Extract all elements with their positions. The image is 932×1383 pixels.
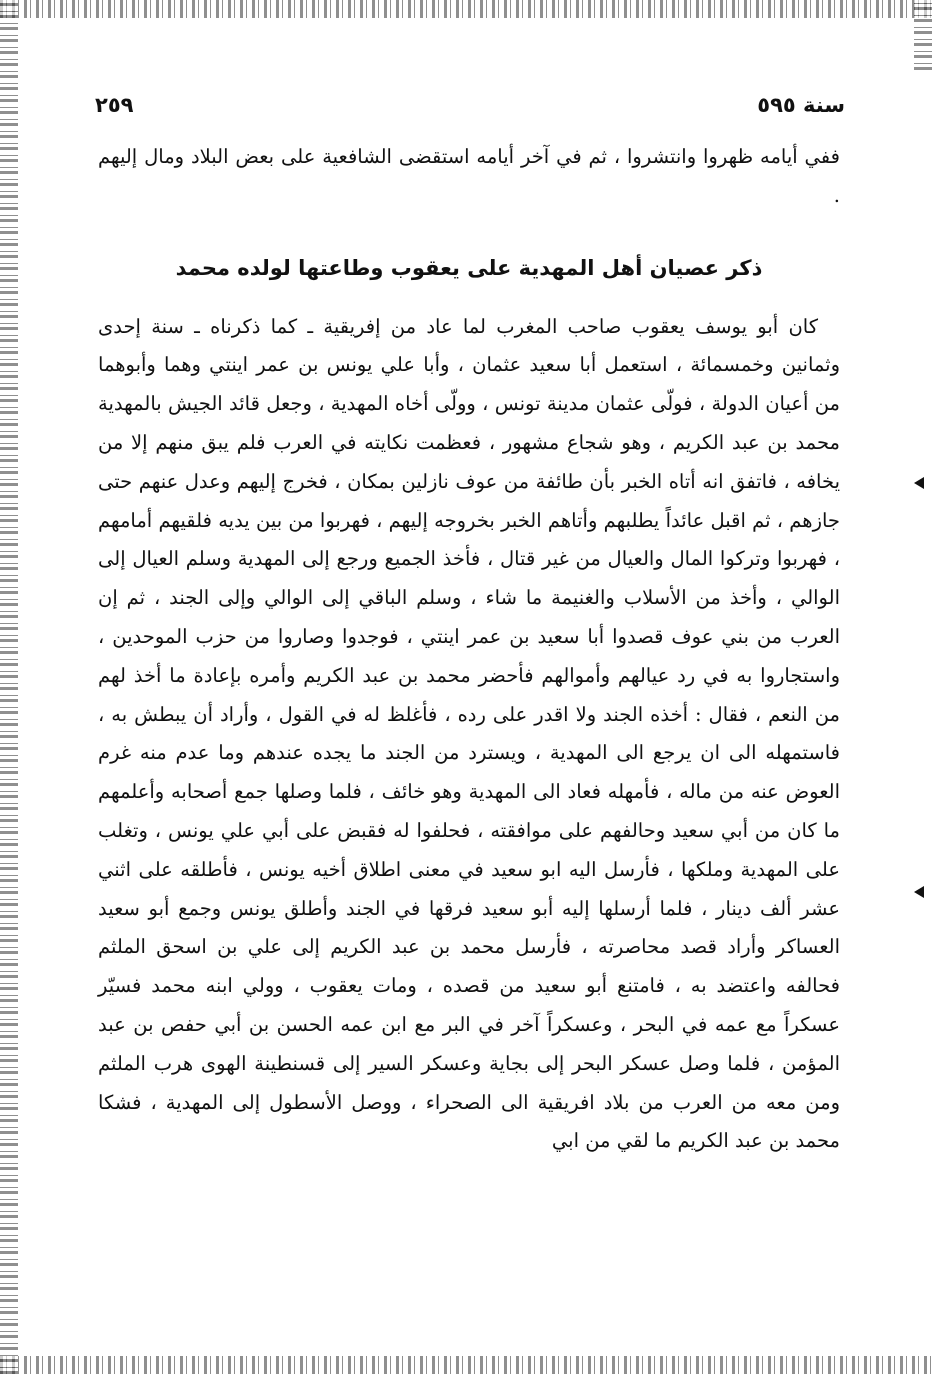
decorative-border-top [0,0,932,18]
margin-mark-icon [914,886,924,898]
year-label: سنة ٥٩٥ [757,93,845,117]
page-body [98,138,840,1161]
decorative-border-left [0,0,18,1374]
page-number: ٢٥٩ [95,93,134,117]
decorative-border-right [914,0,932,70]
intro-paragraph: ففي أيامه ظهروا وانتشروا ، ثم في آخر أيامه استقضى الشافعية على بعض البلاد ومال إليهم . [98,145,840,207]
running-head [95,88,845,122]
decorative-border-bottom [0,1356,932,1374]
section-body: كان أبو يوسف يعقوب صاحب المغرب لما عاد من إفريقية ـ كما ذكرناه ـ سنة إحدى وثمانين وخمسمائة ، استعمل أبا سعيد عثمان ، وأبا علي يونس بن عمر اينتي وهما وأبوهما من أعيان الدولة ، فولّى عثمان مدينة تونس ، وولّى أخاه المهدية ، وجعل قائد الجيش بالمهدية محمد بن عبد الكريم ، وهو شجاع مشهور ، فعظمت نكايته في العرب فلم يبق منهم إلا من يخافه ، فاتفق انه أتاه الخبر بأن طائفة من عوف نازلين بمكان ، فخرج إليهم وعدل عنهم حتى جازهم ، ثم اقبل عائداً يطلبهم وأتاهم الخبر بخروجه إليهم ، فهربوا من بين يديه فلقيهم أمامهم ، فهربوا وتركوا المال والعيال من غير قتال ، فأخذ الجميع ورجع إلى المهدية وسلم العيال إلى الوالي ، وأخذ من الأسلاب والغنيمة ما شاء ، وسلم الباقي إلى الوالي وإلى الجند ، ثم إن العرب من بني عوف قصدوا أبا سعيد بن عمر اينتي ، فوجدوا وصاروا من حزب الموحدين ، واستجاروا به في رد عيالهم وأموالهم فأحضر محمد بن عبد الكريم وأمره بإعادة ما أخذ لهم من النعم ، فقال : أخذه الجند ولا اقدر على رده ، فأغلظ له في القول ، وأراد أن يبطش به ، فاستمهله الى ان يرجع الى المهدية ، ويسترد من الجند ما يجده عندهم وما عدم منه غرم العوض عنه من ماله ، فأمهله فعاد الى المهدية وهو خائف ، فلما وصلها جمع أصحابه وأعلمهم ما كان من أبي سعيد وحالفهم على موافقته ، فحلفوا له فقبض على أبي علي يونس ، وتغلب على المهدية وملكها ، فأرسل اليه ابو سعيد في معنى اطلاق أخيه يونس ، فأطلقه على اثني عشر ألف دينار ، فلما أرسلها إليه أبو سعيد فرقها في الجند وأطلق يونس وجمع أبو سعيد العساكر وأراد قصد محاصرته ، فأرسل محمد بن عبد الكريم إلى علي بن اسحق الملثم فحالفه واعتضد به ، فامتنع أبو سعيد من قصده ، ومات يعقوب ، وولي ابنه محمد فسيّر عسكراً مع عمه في البحر ، وعسكراً آخر في البر مع ابن عمه الحسن بن أبي حفص بن عبد المؤمن ، فلما وصل عسكر البحر إلى بجاية وعسكر السير إلى قسنطينة الهوى هرب الملثم ومن معه من العرب من بلاد افريقية الى الصحراء ، ووصل الأسطول إلى المهدية ، فشكا محمد بن عبد الكريم ما لقي من ابي [98,314,840,1153]
section-heading: ذكر عصيان أهل المهدية على يعقوب وطاعتها لولده محمد [175,255,763,280]
margin-mark-icon [914,477,924,489]
